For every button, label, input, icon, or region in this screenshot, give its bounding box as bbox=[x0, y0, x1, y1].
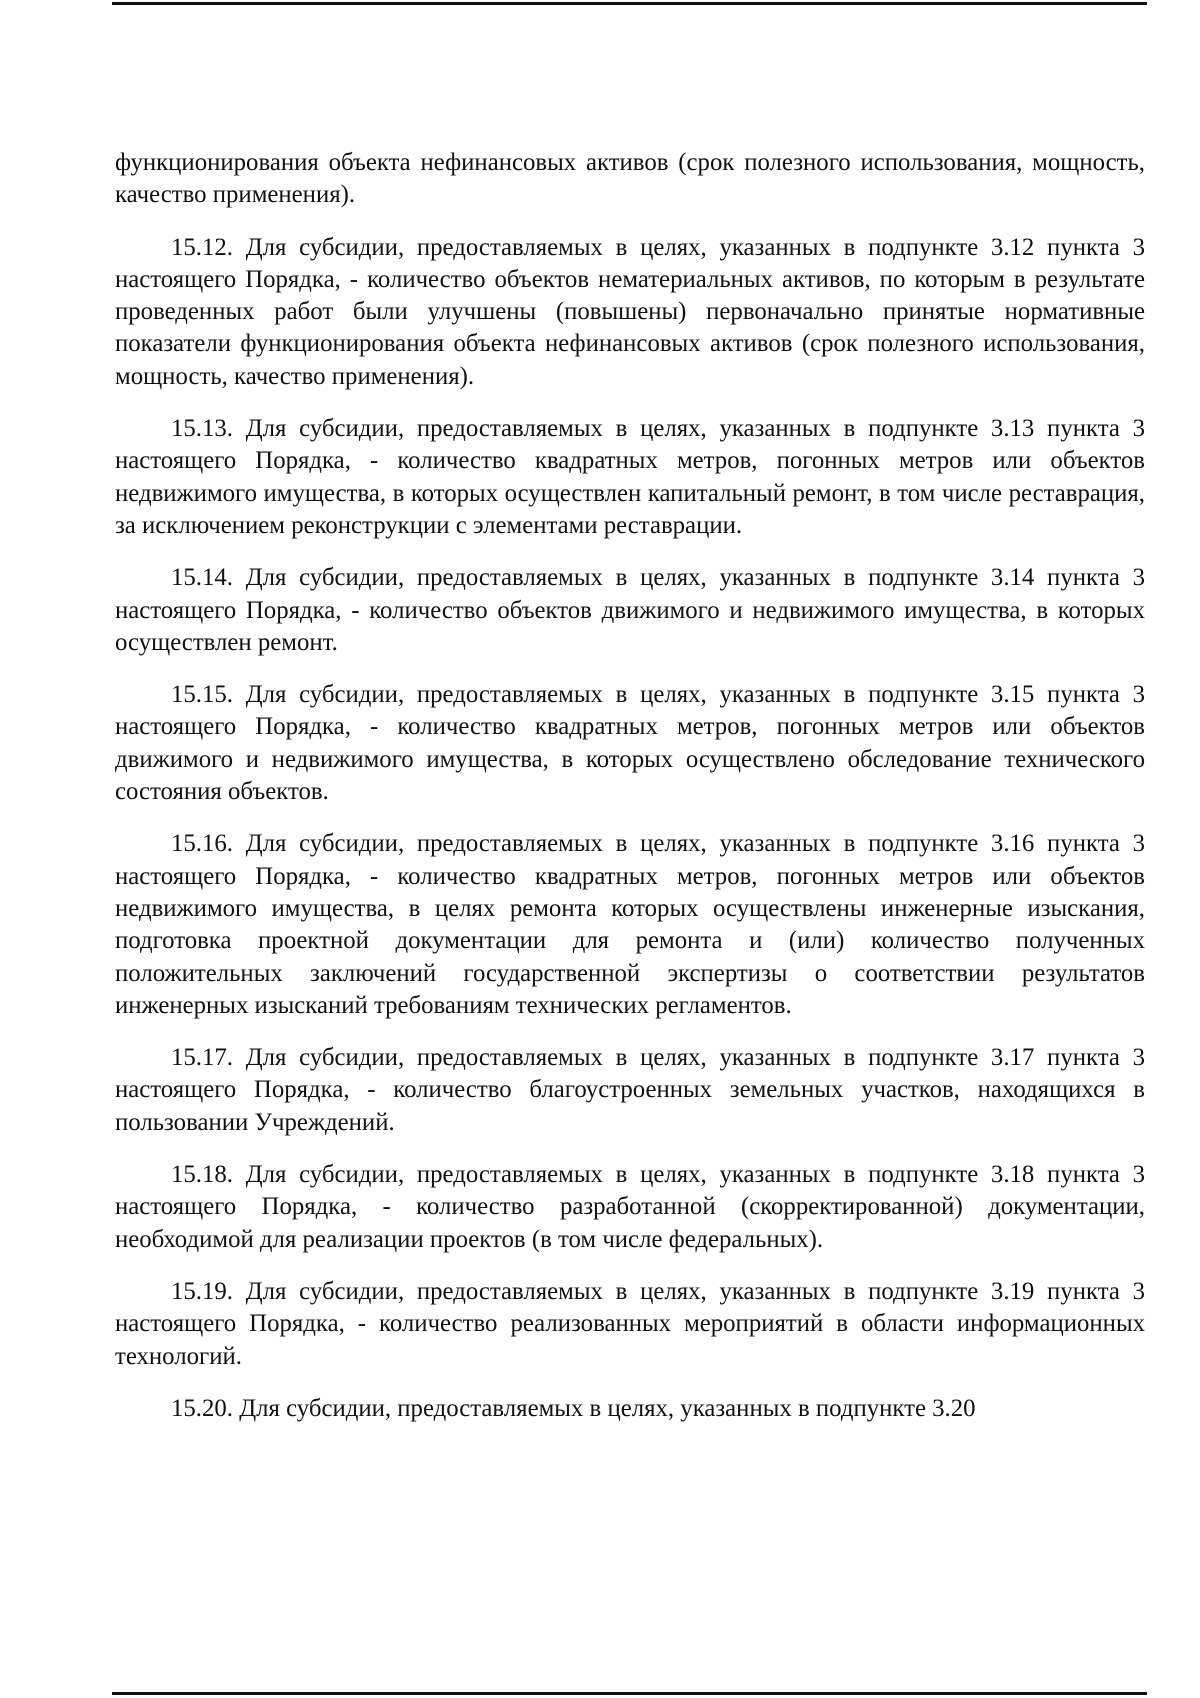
document-body bbox=[115, 147, 1145, 1445]
paragraph-15-19: 15.19. Для субсидии, предоставляемых в целях, указанных в подпункте 3.19 пункта 3 настоящего Порядка, - количество реализованных мероприятий в области информационных технологий. bbox=[115, 1277, 1145, 1370]
paragraph-15-20: 15.20. Для субсидии, предоставляемых в целях, указанных в подпункте 3.20 bbox=[171, 1394, 976, 1422]
paragraph-15-16: 15.16. Для субсидии, предоставляемых в целях, указанных в подпункте 3.16 пункта 3 настоящего Порядка, - количество квадратных метров, погонных метров или объектов недвижимого имущества, в целях ремонта которых осуществлены инженерные изыскания, подготовка проектной документации для ремонта и (или) количество полученных положительных заключений государственной экспертизы о соответствии результатов инженерных изысканий требованиям технических регламентов. bbox=[115, 830, 1145, 1019]
header-rule bbox=[112, 2, 1147, 5]
paragraph-15-17: 15.17. Для субсидии, предоставляемых в целях, указанных в подпункте 3.17 пункта 3 настоящего Порядка, - количество благоустроенных земельных участков, находящихся в пользовании Учреждений. bbox=[115, 1044, 1145, 1136]
paragraph-15-12: 15.12. Для субсидии, предоставляемых в целях, указанных в подпункте 3.12 пункта 3 настоящего Порядка, - количество объектов нематериальных активов, по которым в результате проведенных работ были улучшены (повышены) первоначально принятые нормативные показатели функционирования объекта нефинансовых активов (срок полезного использования, мощность, качество применения). bbox=[115, 233, 1145, 390]
paragraph-15-15: 15.15. Для субсидии, предоставляемых в целях, указанных в подпункте 3.15 пункта 3 настоящего Порядка, - количество квадратных метров, погонных метров или объектов движимого и недвижимого имущества, в которых осуществлено обследование технического состояния объектов. bbox=[115, 681, 1145, 806]
paragraph-15-14: 15.14. Для субсидии, предоставляемых в целях, указанных в подпункте 3.14 пункта 3 настоящего Порядка, - количество объектов движимого и недвижимого имущества, в которых осуществлен ремонт. bbox=[115, 564, 1145, 656]
paragraph-continuation: функционирования объекта нефинансовых активов (срок полезного использования, мощность, качество применения). bbox=[115, 149, 1145, 209]
paragraph-15-13: 15.13. Для субсидии, предоставляемых в целях, указанных в подпункте 3.13 пункта 3 настоящего Порядка, - количество квадратных метров, погонных метров или объектов недвижимого имущества, в которых осуществлен капитальный ремонт, в том числе реставрация, за исключением реконструкции с элементами реставрации. bbox=[115, 415, 1145, 539]
paragraph-15-18: 15.18. Для субсидии, предоставляемых в целях, указанных в подпункте 3.18 пункта 3 настоящего Порядка, - количество разработанной (скорректированной) документации, необходимой для реализации проектов (в том числе федеральных). bbox=[115, 1161, 1145, 1253]
footer-rule bbox=[112, 1692, 1147, 1695]
